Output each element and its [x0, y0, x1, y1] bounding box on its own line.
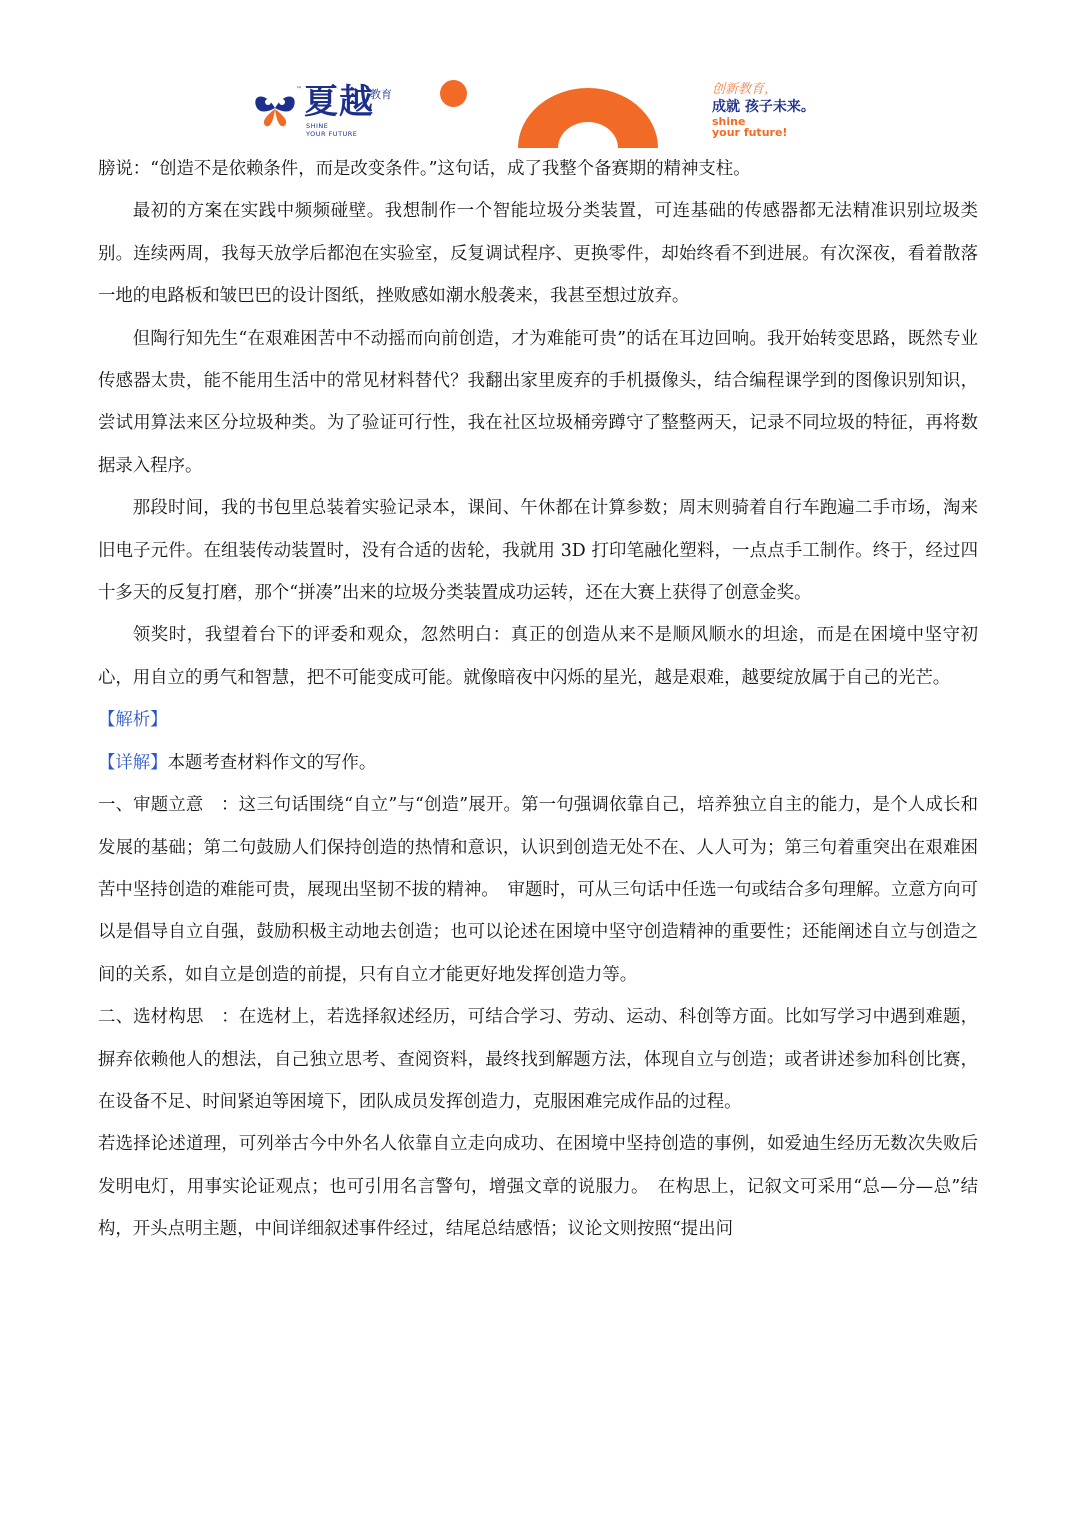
brand-english-line-2: YOUR FUTURE: [306, 130, 358, 138]
section-1-title: 一、审题立意 ：: [98, 795, 239, 816]
orange-dot-decoration: [440, 80, 467, 107]
slogan-line-1: 创新教育，: [712, 82, 778, 97]
slogan-block: [712, 82, 852, 142]
xiangjie-label: 【详解】: [98, 752, 168, 773]
section-1-text: 这三句话围绕“自立”与“创造”展开。第一句强调依靠自己，培养独立自主的能力，是个人成长和发展的基础；第二句鼓励人们保持创造的热情和意识，认识到创造无处不在、人人可为；第三句着重突出在艰难困苦中坚持创造的难能可贵，展现出坚韧不拔的精神。 审题时，可从三句话中任选一句或结合多句理解。立意方向可以是倡导自立自强，鼓励积极主动地去创造；也可以论述在困境中坚守创造精神的重要性；还能阐述自立与创造之间的关系，如自立是创造的前提，只有自立才能更好地发挥创造力等。: [98, 795, 978, 985]
section-2-text: 在选材上，若选择叙述经历，可结合学习、劳动、运动、科创等方面。比如写学习中遇到难题，摒弃依赖他人的想法，自己独立思考、查阅资料，最终找到解题方法，体现自立与创造；或者讲述参加科创比赛，在设备不足、时间紧迫等困境下，团队成员发挥创造力，克服困难完成作品的过程。: [98, 1007, 978, 1112]
essay-paragraph-2: 但陶行知先生“在艰难困苦中不动摇而向前创造，才为难能可贵”的话在耳边回响。我开始转变思路，既然专业传感器太贵，能不能用生活中的常见材料替代？我翻出家里废弃的手机摄像头，结合编程课学到的图像识别知识，尝试用算法来区分垃圾种类。为了验证可行性，我在社区垃圾桶旁蹲守了整整两天，记录不同垃圾的特征，再将数据录入程序。: [98, 328, 978, 476]
brand-english-line-1: SHINE: [306, 122, 329, 130]
xiangjie-text: 本题考查材料作文的写作。: [167, 752, 377, 773]
slogan-line-4: your future!: [712, 126, 788, 139]
brand-name: 夏越: [304, 82, 374, 122]
essay-paragraph-0: 膀说：“创造不是依赖条件，而是改变条件。”这句话，成了我整个备赛期的精神支柱。: [98, 159, 751, 179]
orange-arch-decoration: [518, 88, 658, 148]
document-body: [98, 148, 978, 1251]
essay-paragraph-1: 最初的方案在实践中频频碰壁。我想制作一个智能垃圾分类装置，可连基础的传感器都无法精准识别垃圾类别。连续两周，我每天放学后都泡在实验室，反复调试程序、更换零件，却始终看不到进展。有次深夜，看着散落一地的电路板和皱巴巴的设计图纸，挫败感如潮水般袭来，我甚至想过放弃。: [98, 201, 978, 307]
slogan-line-3: shine: [712, 115, 746, 128]
section-2-paragraph: [98, 996, 978, 1123]
butterfly-logo-icon: [252, 88, 298, 128]
section-1-paragraph: [98, 784, 978, 996]
jiexi-label: 【解析】: [98, 710, 168, 731]
section-2-paragraph-continued: 若选择论述道理，可列举古今中外名人依靠自立走向成功、在困境中坚持创造的事例，如爱迪生经历无数次失败后发明电灯，用事实论证观点；也可引用名言警句，增强文章的说服力。 在构思上，记叙文可采用“总—分—总”结构，开头点明主题，中间详细叙述事件经过，结尾总结感悟；议论文则按照“提出问: [98, 1134, 978, 1240]
brand-english: [306, 122, 386, 138]
page-header: [0, 0, 1080, 150]
xiayue-logo: [252, 82, 412, 138]
analysis-label-line: [98, 699, 978, 741]
essay-paragraph-3: 那段时间，我的书包里总装着实验记录本，课间、午休都在计算参数；周末则骑着自行车跑遍二手市场，淘来旧电子元件。在组装传动装置时，没有合适的齿轮，我就用 3D 打印笔融化塑料，一点点手工制作。终于，经过四十多天的反复打磨，那个“拼凑”出来的垃圾分类装置成功运转，还在大赛上获得了创意金奖。: [98, 498, 978, 604]
trademark-symbol: ™: [296, 86, 302, 93]
xiangjie-line: [98, 742, 978, 784]
slogan-line-2: 成就 孩子未来。: [712, 99, 815, 115]
brand-tag: 教育: [370, 88, 392, 101]
section-2-title: 二、选材构思 ：: [98, 1007, 239, 1028]
essay-paragraph-4: 领奖时，我望着台下的评委和观众，忽然明白：真正的创造从来不是顺风顺水的坦途，而是在困境中坚守初心，用自立的勇气和智慧，把不可能变成可能。就像暗夜中闪烁的星光，越是艰难，越要绽放属于自己的光芒。: [98, 625, 978, 688]
